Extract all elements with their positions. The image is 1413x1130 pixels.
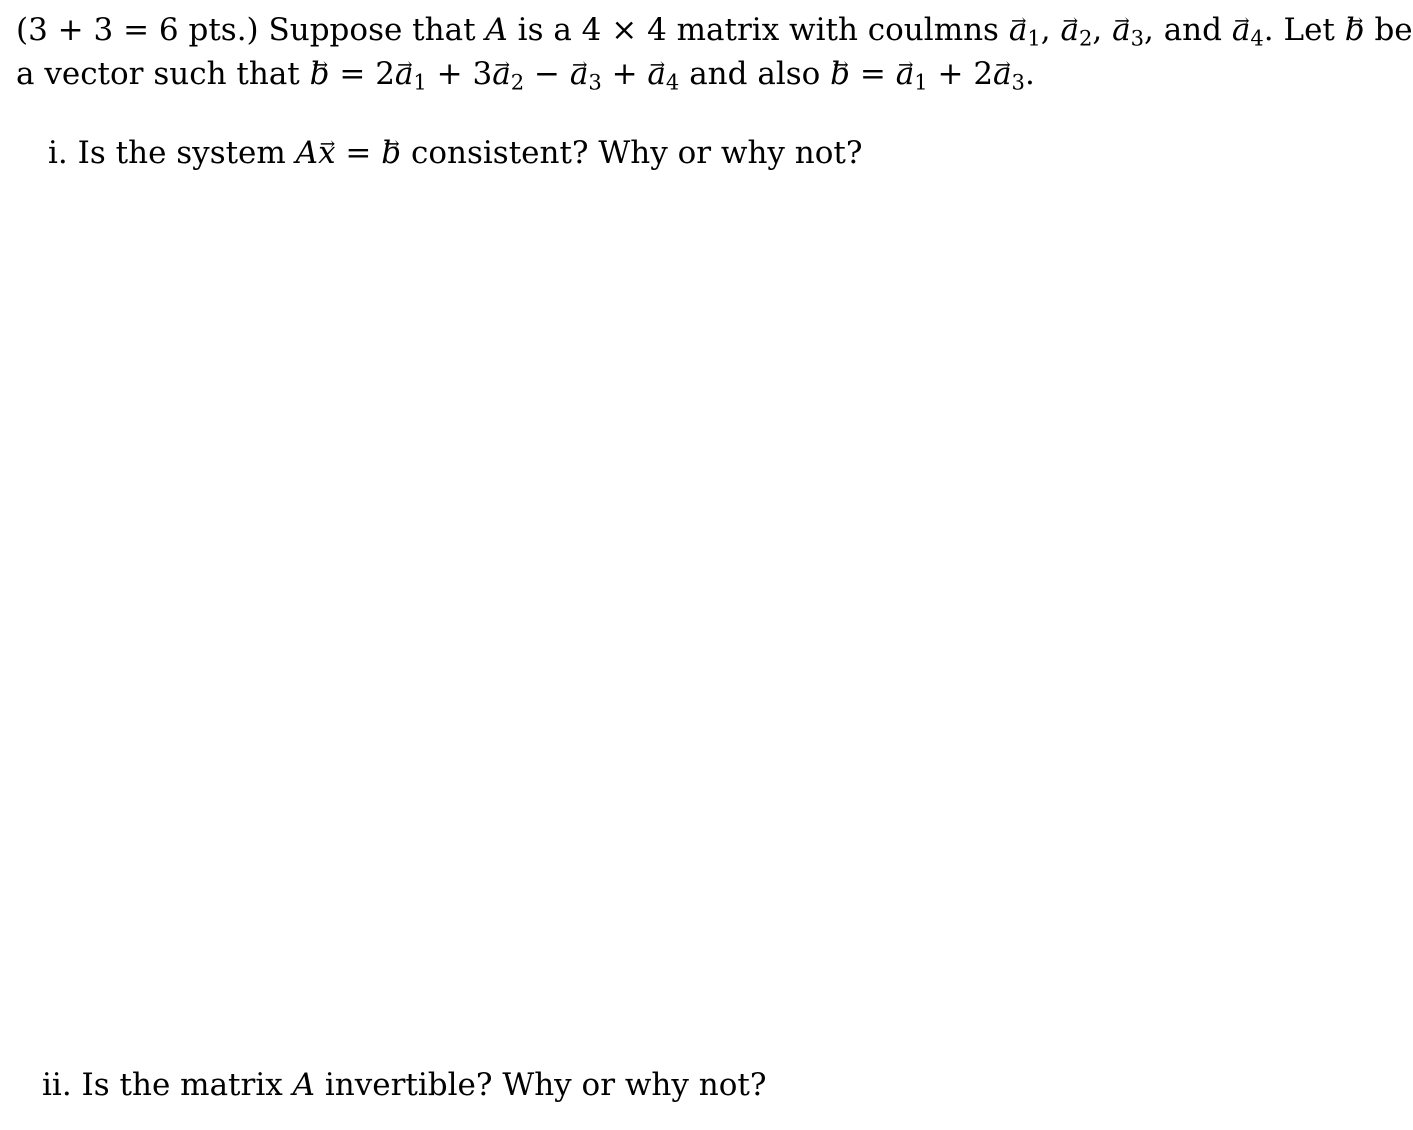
problem-statement-line-2 (16, 54, 1035, 102)
vector-b: → b (381, 135, 401, 171)
matrix-variable: A (292, 1067, 315, 1103)
column-vector: → a (1112, 12, 1130, 48)
statement-text: a vector such that (16, 56, 300, 92)
vector-b: → b (310, 56, 330, 92)
equation: = $2\to a_1 + 3\to a_2$ − → $a_3$ + → $a_4$ (339, 56, 679, 92)
vector-b: → b (1345, 12, 1365, 48)
question-ii (42, 1065, 766, 1105)
equals-sign: = (345, 135, 372, 171)
matrix-variable: A (485, 12, 508, 48)
statement-text: Suppose that (268, 12, 476, 48)
equation: = → $a_1 + 2\to a_3$. (860, 56, 1035, 92)
vector-x: → x (318, 135, 335, 171)
column-vector: → a (1232, 12, 1250, 48)
statement-text: is a 4 × 4 matrix with coulmns (517, 12, 999, 48)
question-i (48, 133, 863, 173)
question-text: consistent? Why or why not? (410, 135, 863, 171)
question-label: ii. (42, 1067, 72, 1103)
equation-matrix: A (295, 135, 319, 171)
column-vector: → a (1009, 12, 1027, 48)
column-vector: → a (1060, 12, 1078, 48)
vector-b: → b (830, 56, 850, 92)
statement-text: be (1374, 12, 1413, 48)
statement-text: Let (1283, 12, 1335, 48)
question-text: Is the matrix (81, 1067, 283, 1103)
points-label: (3 + 3 = 6 pts.) (16, 12, 259, 48)
answer-space (42, 185, 1354, 1045)
question-text: invertible? Why or why not? (324, 1067, 767, 1103)
question-text: Is the system (77, 135, 286, 171)
statement-text: and also (689, 56, 821, 92)
statement-text: and (1163, 12, 1222, 48)
problem-statement-line-1: (3 + 3 = 6 pts.) Suppose that A is a 4 × 4 matrix with coulmns → $a_1$, → $a_2$, → $a_3$, and → $a_4$. Let → b be (16, 10, 1413, 58)
question-label: i. (48, 135, 68, 171)
